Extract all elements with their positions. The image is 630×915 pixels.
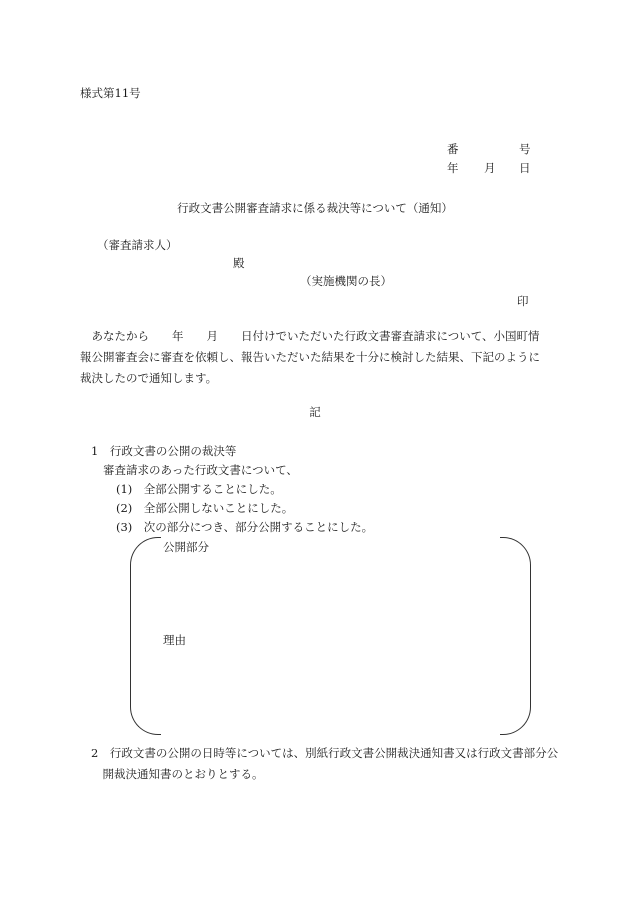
- honorific-dono: 殿: [233, 256, 245, 270]
- reason-label: 理由: [163, 633, 186, 647]
- year-label: 年: [447, 161, 459, 175]
- section1-intro: 審査請求のあった行政文書について、: [103, 463, 298, 477]
- option-partial-disclosure: (3) 次の部分につき、部分公開することにした。: [116, 520, 374, 534]
- public-part-label: 公開部分: [163, 540, 209, 554]
- form-number: 様式第11号: [80, 86, 141, 100]
- option-non-disclosure: (2) 全部公開しないことにした。: [116, 501, 294, 515]
- body-paragraph: あなたから 年 月 日付けでいただいた行政文書審査請求について、小国町情報公開審査会に審査を依頼し、報告いただいた結果を十分に検討した結果、下記のように裁決したので通知します。: [80, 329, 540, 385]
- left-bracket: [130, 537, 161, 735]
- option-full-disclosure: (1) 全部公開することにした。: [116, 482, 282, 496]
- right-bracket: [500, 537, 531, 735]
- sender-label: （実施機関の長）: [300, 274, 392, 288]
- requester-label: （審査請求人）: [97, 238, 178, 252]
- section1-heading: 1 行政文書の公開の裁決等: [91, 444, 237, 458]
- number-label: 番: [447, 142, 459, 156]
- section-2: 2 行政文書の公開の日時等については、別紙行政文書公開裁決通知書又は行政文書部分公開裁決通知書のとおりとする。: [91, 746, 559, 781]
- ki-marker: 記: [309, 405, 321, 419]
- month-label: 月: [484, 161, 496, 175]
- day-label: 日: [519, 161, 531, 175]
- seal-mark: 印: [517, 294, 529, 308]
- number-suffix: 号: [519, 142, 531, 156]
- document-title: 行政文書公開審査請求に係る裁決等について（通知）: [177, 201, 453, 215]
